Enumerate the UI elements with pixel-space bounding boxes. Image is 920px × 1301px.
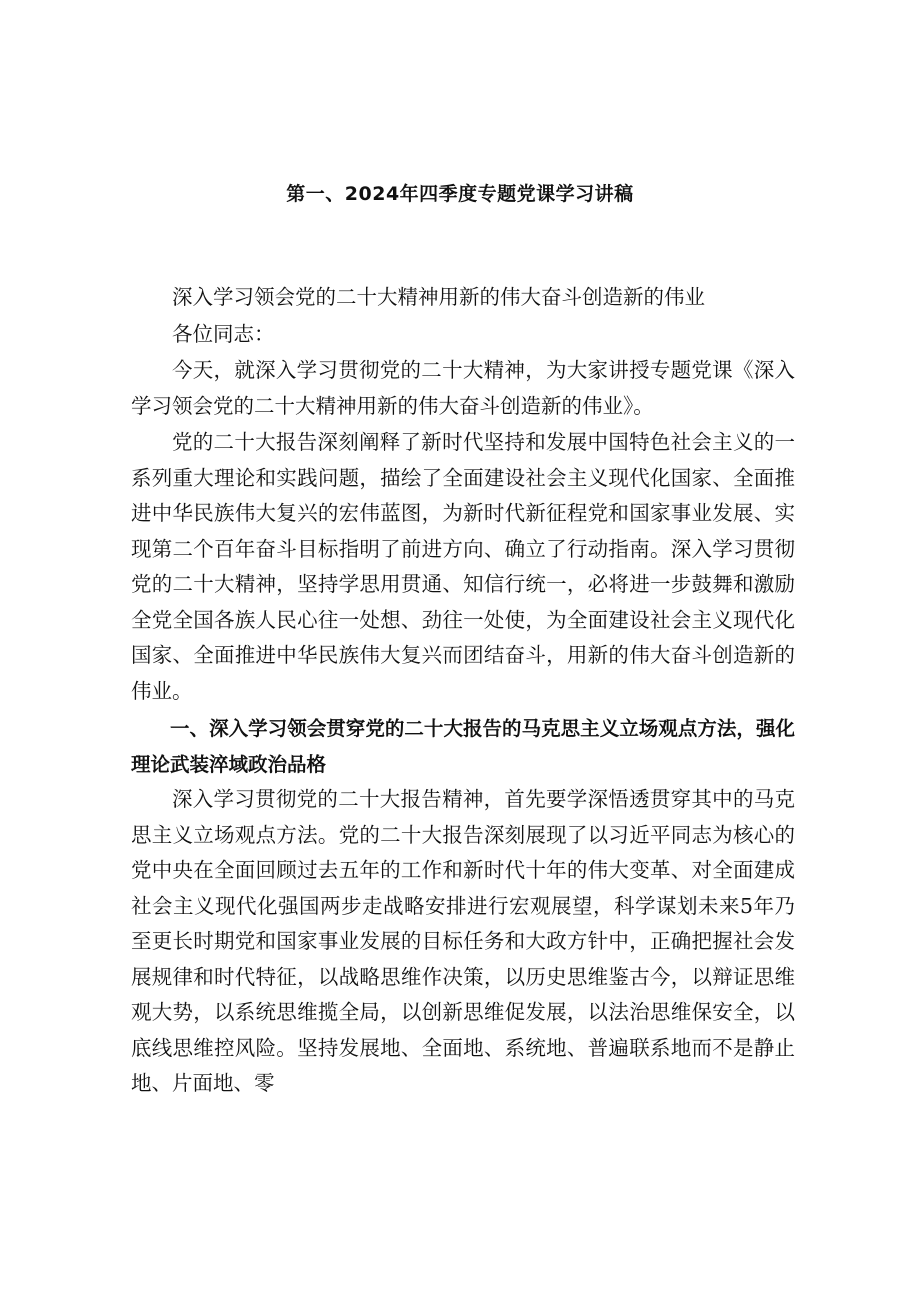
subtitle-paragraph: 深入学习领会党的二十大精神用新的伟大奋斗创造新的伟业 [172,285,705,309]
salutation-paragraph: 各位同志： [172,321,275,346]
document-body [131,280,795,1102]
intro-paragraph: 今天，就深入学习贯彻党的二十大精神，为大家讲授专题党课《深入学习领会党的二十大精神用新的伟大奋斗创造新的伟业》。 [131,358,795,418]
document-title: 第一、2024年四季度专题党课学习讲稿 [286,183,634,205]
body-paragraph: 深入学习贯彻党的二十大报告精神，首先要学深悟透贯穿其中的马克思主义立场观点方法。党的二十大报告深刻展现了以习近平同志为核心的党中央在全面回顾过去五年的工作和新时代十年的伟大变革、对全面建成社会主义现代化强国两步走战略安排进行宏观展望，科学谋划未来5年乃至更长时期党和国家事业发展的目标任务和大政方针中，正确把握社会发展规律和时代特征，以战略思维作决策，以历史思维鉴古今，以辩证思维观大势，以系统思维揽全局，以创新思维促发展，以法治思维保安全，以底线思维控风险。坚持发展地、全面地、系统地、普遍联系地而不是静止地、片面地、零 [131,787,795,1095]
section-heading: 一、深入学习领会贯穿党的二十大报告的马克思主义立场观点方法，强化理论武装淬域政治品格 [131,717,795,776]
body-paragraph: 党的二十大报告深刻阐释了新时代坚持和发展中国特色社会主义的一系列重大理论和实践问题，描绘了全面建设社会主义现代化国家、全面推进中华民族伟大复兴的宏伟蓝图，为新时代新征程党和国家事业发展、实现第二个百年奋斗目标指明了前进方向、确立了行动指南。深入学习贯彻党的二十大精神，坚持学思用贯通、知信行统一，必将进一步鼓舞和激励全党全国各族人民心往一处想、劲往一处使，为全面建设社会主义现代化国家、全面推进中华民族伟大复兴而团结奋斗，用新的伟大奋斗创造新的伟业。 [131,430,795,703]
